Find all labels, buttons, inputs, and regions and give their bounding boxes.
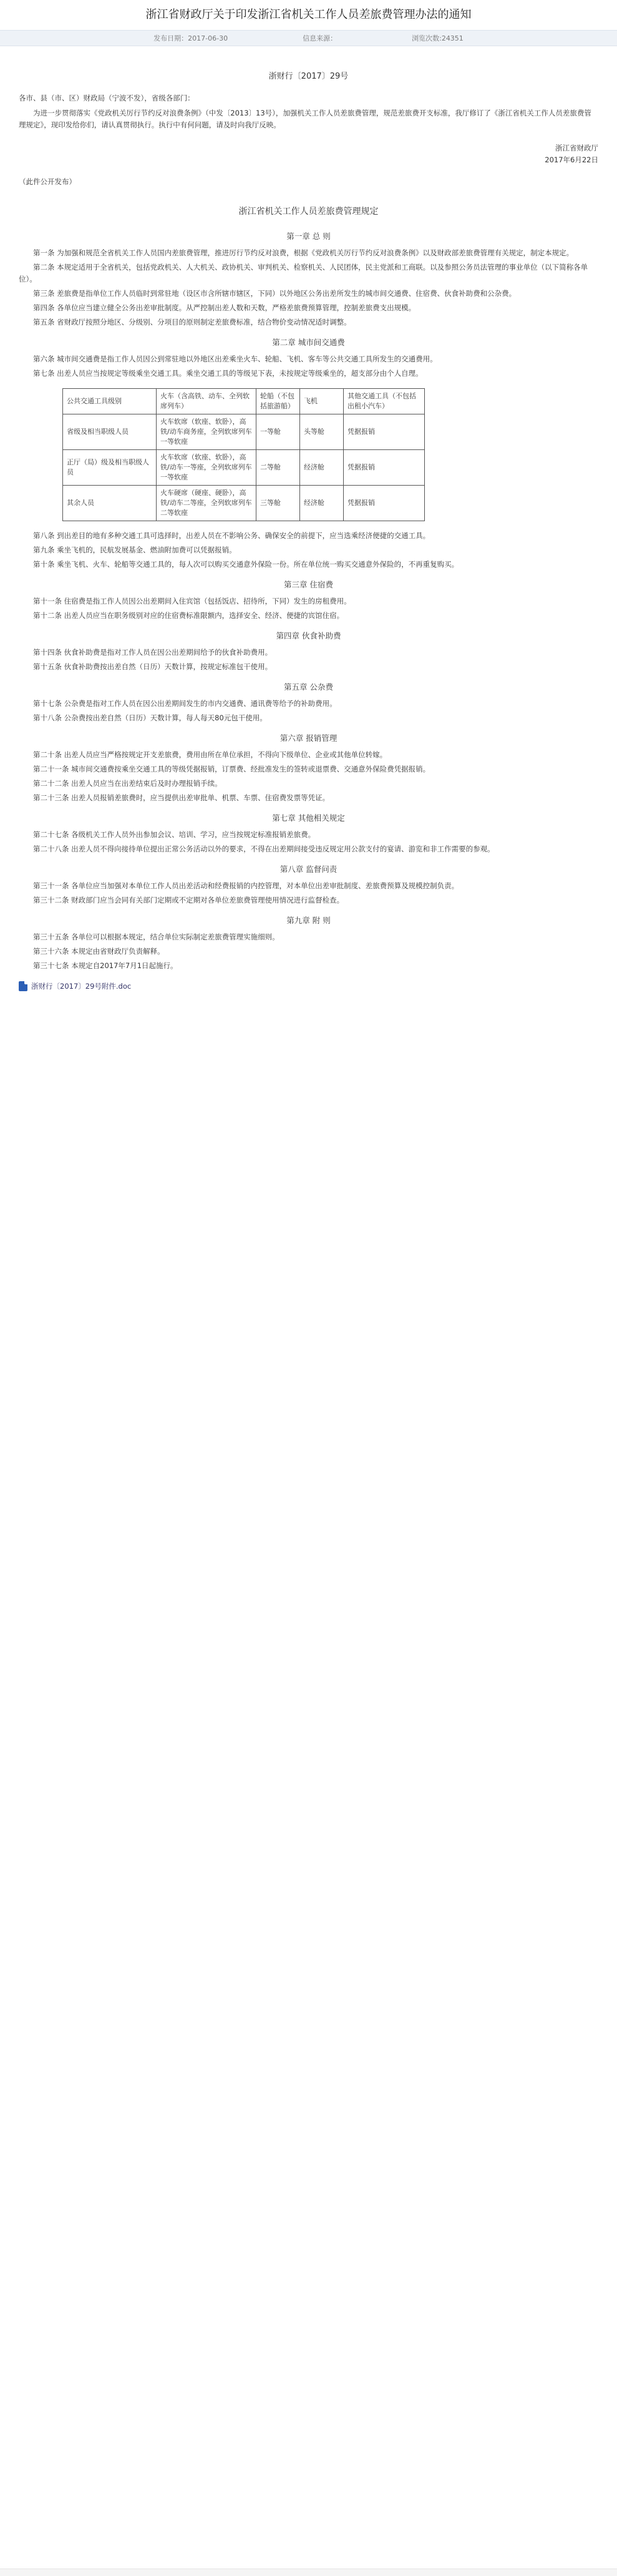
article: 第二十二条 出差人员应当在出差结束后及时办理报销手续。 [33, 779, 222, 788]
table-header-row [63, 389, 425, 414]
table-cell: 经济舱 [300, 486, 344, 521]
article: 第三十一条 各单位应当加强对本单位工作人员出差活动和经费报销的内控管理，对本单位出差审批制度、差旅费预算及规模控制负责。 [33, 881, 459, 890]
table-header-cell: 其他交通工具（不包括出租小汽车） [344, 389, 425, 414]
source: 信息来源： [303, 34, 338, 42]
chapter-heading: 第七章 其他相关规定 [272, 813, 345, 823]
article: 第十七条 公杂费是指对工作人员在因公出差期间发生的市内交通费、通讯费等给予的补助费用。 [33, 699, 337, 708]
table-cell: 火车软席（软座、软卧），高铁/动车商务座，全列软席列车一等软座 [157, 414, 256, 450]
article: 第二十八条 出差人员不得向接待单位提出正常公务活动以外的要求，不得在出差期间接受违反规定用公款支付的宴请、游览和非工作需要的参观。 [33, 845, 495, 853]
article: 第二条 本规定适用于全省机关，包括党政机关、人大机关、政协机关、审判机关、检察机关、人民团体，民主党派和工商联。以及参照公务员法管理的事业单位（以下简称各单位）。 [19, 263, 588, 283]
article: 第九条 乘坐飞机的，民航发展基金、燃油附加费可以凭据报销。 [33, 546, 236, 554]
addressee: 各市、县（市、区）财政局（宁波不发），省级各部门： [19, 94, 195, 102]
chapter-heading: 第八章 监督问责 [279, 864, 338, 874]
transport-table [62, 388, 425, 521]
article: 第十二条 出差人员应当在职务级别对应的住宿费标准限额内，选择安全、经济、便捷的宾馆住宿。 [33, 611, 344, 620]
article: 第十一条 住宿费是指工作人员因公出差期间入住宾馆（包括饭店、招待所，下同）发生的房租费用。 [33, 597, 351, 605]
sign-date: 2017年6月22日 [545, 155, 598, 164]
table-header-cell: 公共交通工具级别 [63, 389, 157, 414]
article: 第三十二条 财政部门应当会同有关部门定期或不定期对各单位差旅费管理使用情况进行监督检查。 [33, 896, 344, 904]
table-row [63, 450, 425, 486]
word-document-icon [19, 981, 27, 991]
table-header-cell: 火车（含高铁、动车、全列软席列车） [157, 389, 256, 414]
signer: 浙江省财政厅 [555, 144, 598, 152]
chapter-heading: 第九章 附 则 [286, 916, 331, 925]
chapter-heading: 第五章 公杂费 [284, 682, 333, 692]
table-cell: 经济舱 [300, 450, 344, 486]
article: 第二十条 出差人员应当严格按规定开支差旅费，费用由所在单位承担，不得向下级单位、企业或其他单位转嫁。 [33, 750, 387, 759]
attachment-label[interactable]: 浙财行〔2017〕29号附件.doc [31, 982, 132, 991]
public-note: （此件公开发布） [19, 177, 76, 186]
regulation-chapters-part-2 [19, 530, 598, 972]
view-count: 浏览次数:24351 [412, 34, 464, 42]
article: 第三十七条 本规定自2017年7月1日起施行。 [33, 961, 178, 970]
article: 第二十七条 各级机关工作人员外出参加会议、培训、学习，应当按规定标准报销差旅费。 [33, 830, 316, 839]
attachment-link[interactable] [19, 981, 598, 992]
chapter-heading: 第二章 城市间交通费 [272, 338, 345, 347]
table-cell: 火车软席（软座、软卧），高铁/动车一等座，全列软席列车一等软座 [157, 450, 256, 486]
article: 第十条 乘坐飞机、火车、轮船等交通工具的，每人次可以购买交通意外保险一份。所在单位统一购买交通意外保险的，不再重复购买。 [33, 560, 459, 569]
table-cell: 省级及相当职级人员 [63, 414, 157, 450]
article: 第七条 出差人员应当按规定等级乘坐交通工具。乘坐交通工具的等级见下表，未按规定等级乘坐的，超支部分由个人自理。 [33, 369, 423, 378]
footer-divider [0, 2569, 617, 2576]
article: 第二十一条 城市间交通费按乘坐交通工具的等级凭据报销，订票费、经批准发生的签转或退票费、交通意外保险费凭据报销。 [33, 765, 430, 773]
table-cell: 一等舱 [256, 414, 300, 450]
article: 第三条 差旅费是指单位工作人员临时到常驻地（设区市含所辖市辖区，下同）以外地区公务出差所发生的城市间交通费、住宿费、伙食补助费和公杂费。 [33, 289, 517, 298]
article: 第五条 省财政厅按照分地区、分级别、分项目的原则制定差旅费标准，结合物价变动情况适时调整。 [33, 318, 351, 326]
regulation-title: 浙江省机关工作人员差旅费管理规定 [238, 207, 379, 217]
article: 第三十六条 本规定由省财政厅负责解释。 [33, 947, 165, 956]
page-title: 浙江省财政厅关于印发浙江省机关工作人员差旅费管理办法的通知 [145, 8, 472, 21]
table-row [63, 486, 425, 521]
article: 第四条 各单位应当建立健全公务出差审批制度。从严控制出差人数和天数，严格差旅费预算管理，控制差旅费支出规模。 [33, 303, 416, 312]
table-cell: 正厅（局）级及相当职级人员 [63, 450, 157, 486]
meta-bar [0, 30, 617, 46]
article: 第二十三条 出差人员报销差旅费时，应当提供出差审批单、机票、车票、住宿费发票等凭证。 [33, 793, 330, 802]
table-row [63, 414, 425, 450]
publish-date: 发布日期：2017-06-30 [153, 34, 228, 42]
article: 第三十五条 各单位可以根据本规定，结合单位实际制定差旅费管理实施细则。 [33, 933, 279, 941]
table-cell: 凭据报销 [344, 414, 425, 450]
chapter-heading: 第六章 报销管理 [279, 733, 338, 743]
document-number: 浙财行〔2017〕29号 [268, 72, 349, 81]
table-cell: 头等舱 [300, 414, 344, 450]
table-cell: 三等舱 [256, 486, 300, 521]
table-cell: 凭据报销 [344, 486, 425, 521]
chapter-heading: 第一章 总 则 [286, 232, 331, 241]
regulation-chapters-part-1 [19, 231, 598, 380]
table-header-cell: 轮船（不包括旅游船） [256, 389, 300, 414]
notice-body: 为进一步贯彻落实《党政机关厉行节约反对浪费条例》（中发〔2013〕13号），加强机关工作人员差旅费管理，规范差旅费开支标准，我厅修订了《浙江省机关工作人员差旅费管理规定》，现印发给你们，请认真贯彻执行。执行中有何问题，请及时向我厅反映。 [19, 109, 591, 129]
article: 第十八条 公杂费按出差自然（日历）天数计算，每人每天80元包干使用。 [33, 713, 267, 722]
table-cell: 其余人员 [63, 486, 157, 521]
article: 第十五条 伙食补助费按出差自然（日历）天数计算，按规定标准包干使用。 [33, 662, 273, 671]
article: 第十四条 伙食补助费是指对工作人员在因公出差期间给予的伙食补助费用。 [33, 648, 273, 657]
chapter-heading: 第四章 伙食补助费 [276, 631, 341, 640]
table-cell: 二等舱 [256, 450, 300, 486]
table-cell: 凭据报销 [344, 450, 425, 486]
article: 第八条 到出差目的地有多种交通工具可选择时，出差人员在不影响公务、确保安全的前提下，应当选乘经济便捷的交通工具。 [33, 531, 430, 540]
article: 第六条 城市间交通费是指工作人员因公到常驻地以外地区出差乘坐火车、轮船、飞机、客车等公共交通工具所发生的交通费用。 [33, 355, 437, 363]
chapter-heading: 第三章 住宿费 [284, 580, 333, 589]
table-cell: 火车硬席（硬座、硬卧），高铁/动车二等座，全列软席列车二等软座 [157, 486, 256, 521]
article: 第一条 为加强和规范全省机关工作人员国内差旅费管理，推进厉行节约反对浪费，根据《党政机关厉行节约反对浪费条例》以及财政部差旅费管理有关规定，制定本规定。 [33, 248, 574, 257]
table-header-cell: 飞机 [300, 389, 344, 414]
